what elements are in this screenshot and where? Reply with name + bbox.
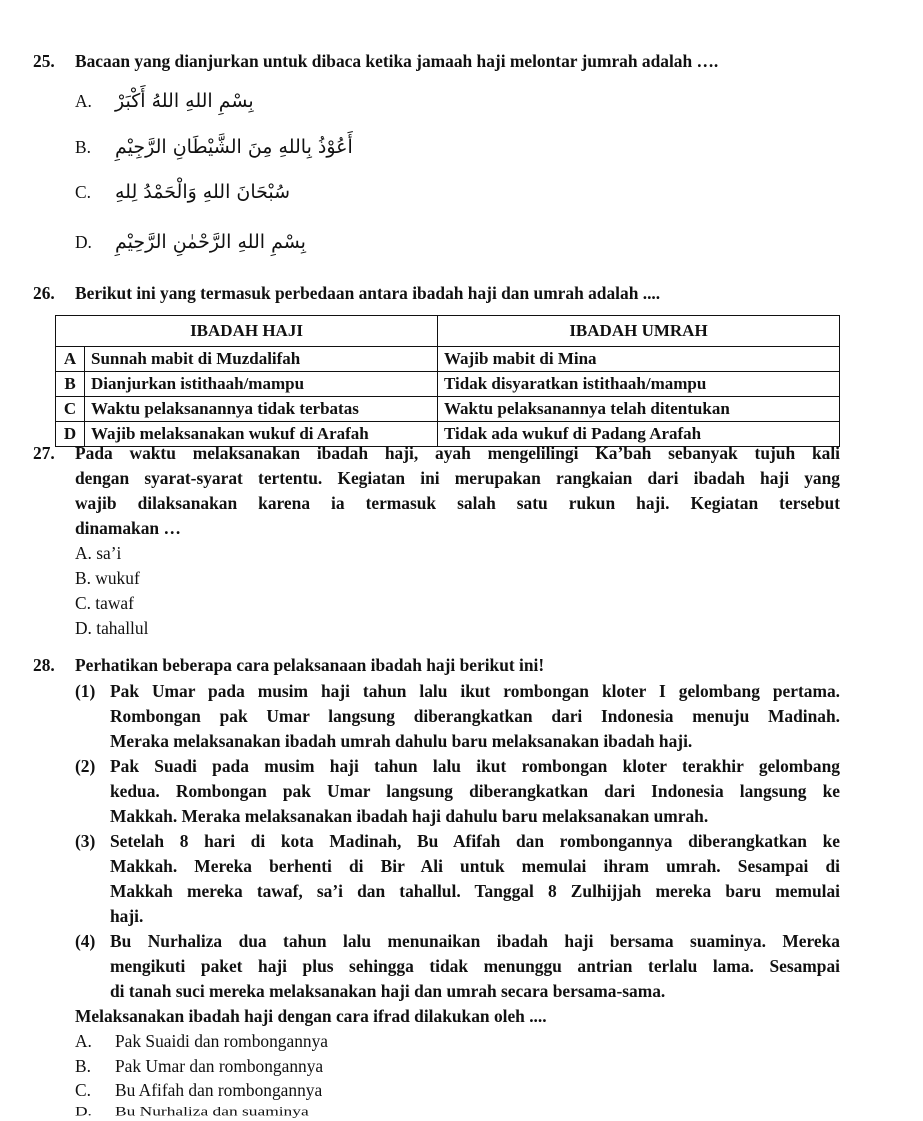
- question-28-text: Melaksanakan ibadah haji dengan cara ifrad dilakukan oleh ....: [75, 1006, 547, 1026]
- item-4-line: Bu Nurhaliza dua tahun lalu menunaikan ibadah haji bersama suaminya. Mereka: [110, 931, 840, 951]
- q28-option-a-text: Pak Suaidi dan rombongannya: [115, 1031, 329, 1051]
- question-25-text: Bacaan yang dianjurkan untuk dibaca ketika jamaah haji melontar jumrah adalah ….: [75, 51, 719, 71]
- question-27-number: 27.: [33, 443, 55, 463]
- q28-option-c[interactable]: [75, 1077, 322, 1103]
- table-row[interactable]: [56, 372, 840, 397]
- q25-option-b-letter: B.: [75, 137, 91, 157]
- item-3-line: Makkah mereka tawaf, sa’i dan tahallul. Tanggal 8 Zulhijjah mereka baru memulai: [110, 881, 840, 901]
- q28-option-a-letter: A.: [75, 1031, 92, 1051]
- row-letter: C: [56, 397, 85, 422]
- row-haji-cell: Waktu pelaksanannya tidak terbatas: [85, 397, 438, 422]
- q25-option-c-arabic: سُبْحَانَ اللهِ وَالْحَمْدُ لِلهِ: [115, 181, 291, 203]
- q25-option-b-arabic: أَعُوْذُ بِاللهِ مِنَ الشَّيْطَانِ الرَّجِيْمِ: [115, 136, 353, 158]
- item-4-line: di tanah suci mereka melaksanakan haji dan umrah secara bersama-sama.: [110, 981, 666, 1001]
- question-28-number: 28.: [33, 655, 55, 675]
- q27-option-c[interactable]: C. tawaf: [75, 593, 134, 613]
- item-1-line: Meraka melaksanakan ibadah umrah dahulu baru melaksanakan ibadah haji.: [110, 731, 693, 751]
- q25-option-b[interactable]: [75, 133, 353, 162]
- table-header-row: [56, 316, 840, 347]
- item-3-line: Setelah 8 hari di kota Madinah, Bu Afifah dan rombongannya diberangkatkan ke: [110, 831, 840, 851]
- q28-option-b-text: Pak Umar dan rombongannya: [115, 1056, 324, 1076]
- header-ibadah-umrah: IBADAH UMRAH: [438, 316, 840, 347]
- q28-option-d[interactable]: [75, 1102, 309, 1121]
- q25-option-a[interactable]: [75, 87, 254, 116]
- question-27-line: wajib dilaksanakan karena ia termasuk salah satu rukun haji. Kegiatan tersebut: [75, 493, 840, 513]
- item-2-line: kedua. Rombongan pak Umar langsung diberangkatkan dari Indonesia langsung ke: [110, 781, 840, 801]
- q25-option-a-letter: A.: [75, 91, 92, 111]
- q28-option-c-text: Bu Afifah dan rombongannya: [115, 1080, 323, 1100]
- question-26-number: 26.: [33, 283, 55, 303]
- row-letter: D: [56, 422, 85, 447]
- row-letter: A: [56, 347, 85, 372]
- q28-option-c-letter: C.: [75, 1080, 91, 1100]
- table-row[interactable]: [56, 347, 840, 372]
- row-umrah-cell: Waktu pelaksanannya telah ditentukan: [438, 397, 840, 422]
- q28-option-a[interactable]: [75, 1028, 328, 1054]
- q25-option-d-letter: D.: [75, 232, 92, 252]
- row-umrah-cell: Wajib mabit di Mina: [438, 347, 840, 372]
- item-1-line: Pak Umar pada musim haji tahun lalu ikut rombongan kloter I gelombang pertama.: [110, 681, 840, 701]
- row-umrah-cell: Tidak disyaratkan istithaah/mampu: [438, 372, 840, 397]
- q28-option-d-text: Bu Nurhaliza dan suaminya: [115, 1104, 309, 1119]
- q25-option-c[interactable]: [75, 178, 290, 207]
- table-row[interactable]: [56, 397, 840, 422]
- row-haji-cell: Dianjurkan istithaah/mampu: [85, 372, 438, 397]
- question-27-line: Pada waktu melaksanakan ibadah haji, ayah mengelilingi Ka’bah sebanyak tujuh kali: [75, 443, 840, 463]
- question-27-line: dinamakan …: [75, 518, 181, 538]
- item-4-number: (4): [75, 931, 96, 951]
- q27-option-b[interactable]: B. wukuf: [75, 568, 140, 588]
- haji-umrah-table: [55, 315, 840, 447]
- q25-option-a-arabic: بِسْمِ اللهِ اللهُ أَكْبَرْ: [115, 90, 254, 112]
- item-1-number: (1): [75, 681, 96, 701]
- question-25-number: 25.: [33, 51, 55, 71]
- q28-option-d-letter: D.: [75, 1104, 92, 1119]
- item-3-line: haji.: [110, 906, 144, 926]
- question-26-text: Berikut ini yang termasuk perbedaan antara ibadah haji dan umrah adalah ....: [75, 283, 661, 303]
- q28-option-b[interactable]: [75, 1053, 323, 1079]
- item-3-number: (3): [75, 831, 96, 851]
- row-haji-cell: Wajib melaksanakan wukuf di Arafah: [85, 422, 438, 447]
- q27-option-a[interactable]: A. sa’i: [75, 543, 122, 563]
- header-ibadah-haji: IBADAH HAJI: [56, 316, 438, 347]
- row-umrah-cell: Tidak ada wukuf di Padang Arafah: [438, 422, 840, 447]
- item-1-line: Rombongan pak Umar langsung diberangkatkan dari Indonesia menuju Madinah.: [110, 706, 840, 726]
- row-letter: B: [56, 372, 85, 397]
- item-2-line: Pak Suadi pada musim haji tahun lalu ikut rombongan kloter terakhir gelombang: [110, 756, 840, 776]
- item-2-line: Makkah. Meraka melaksanakan ibadah haji dahulu baru melaksanakan umrah.: [110, 806, 709, 826]
- question-27-line: dengan syarat-syarat tertentu. Kegiatan ini merupakan rangkaian dari ibadah haji yang: [75, 468, 840, 488]
- q25-option-d[interactable]: [75, 228, 306, 257]
- item-4-line: mengikuti paket haji plus sehingga tidak menunggu antrian terlalu lama. Sesampai: [110, 956, 840, 976]
- q27-option-d[interactable]: D. tahallul: [75, 618, 149, 638]
- question-28-intro: Perhatikan beberapa cara pelaksanaan ibadah haji berikut ini!: [75, 655, 545, 675]
- row-haji-cell: Sunnah mabit di Muzdalifah: [85, 347, 438, 372]
- q25-option-c-letter: C.: [75, 182, 91, 202]
- q25-option-d-arabic: بِسْمِ اللهِ الرَّحْمٰنِ الرَّحِيْمِ: [115, 231, 306, 253]
- item-2-number: (2): [75, 756, 96, 776]
- item-3-line: Makkah. Mereka berhenti di Bir Ali untuk memulai ihram umrah. Sesampai di: [110, 856, 840, 876]
- q28-option-b-letter: B.: [75, 1056, 91, 1076]
